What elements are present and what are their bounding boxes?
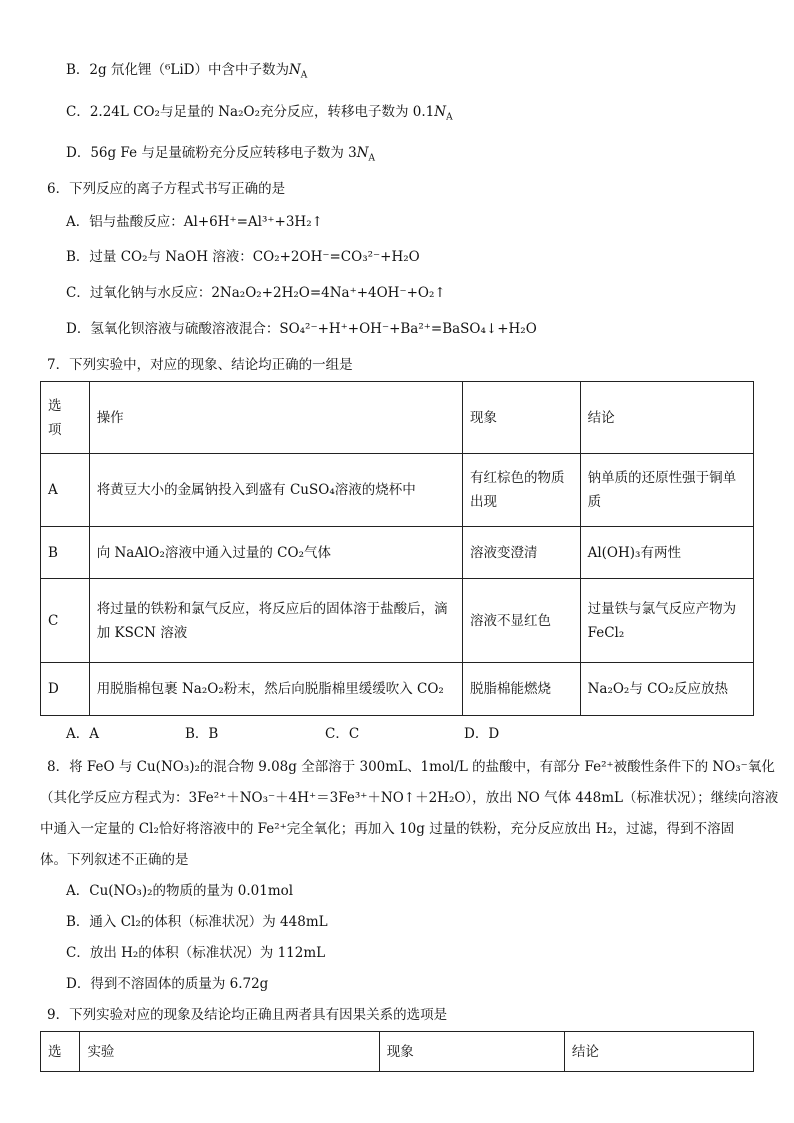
q7-header-operation: 操作: [89, 382, 462, 454]
q9-header-experiment: 实验: [80, 1032, 379, 1072]
q8-stem-line2: （其化学反应方程式为：3Fe²⁺＋NO₃⁻＋4H⁺＝3Fe³⁺＋NO↑＋2H₂O），放出 NO 气体 448mL（标准状况）；继续向溶液: [40, 790, 779, 806]
q7-header-conclusion: 结论: [580, 382, 753, 454]
q8-stem-line4: 体。下列叙述不正确的是: [40, 852, 189, 868]
q7-row-c-operation: 将过量的铁粉和氯气反应，将反应后的固体溶于盐酸后，滴加 KSCN 溶液: [89, 579, 462, 663]
q5-c-na: N: [434, 104, 447, 120]
q8-stem-line3: 中通入一定量的 Cl₂恰好将溶液中的 Fe²⁺完全氧化；再加入 10g 过量的铁粉，充分反应放出 H₂，过滤，得到不溶固: [40, 821, 735, 837]
q7-row-b-conclusion: Al(OH)₃有两性: [580, 527, 753, 579]
q7-row-b-phenomenon: 溶液变澄清: [462, 527, 580, 579]
q9-table: [40, 1031, 754, 1072]
q7-row-b: [41, 527, 754, 579]
q9-header-row: [41, 1032, 754, 1072]
q6-option-c: C．过氧化钠与水反应：2Na₂O₂+2H₂O=4Na⁺+4OH⁻+O₂↑: [66, 285, 446, 301]
q8-stem-line1: 8．将 FeO 与 Cu(NO₃)₂的混合物 9.08g 全部溶于 300mL、1mol/L 的盐酸中，有部分 Fe²⁺被酸性条件下的 NO₃⁻氧化: [47, 759, 775, 775]
q5-option-d: D．56g Fe 与足量硫粉充分反应转移电子数为 $3N_A$: [66, 145, 376, 164]
q5-option-b: B．2g 氘化锂（⁶LiD）中含中子数为$N_A$: [66, 62, 308, 81]
q7-choice-b: B．B: [185, 726, 219, 742]
q7-header-row: [41, 382, 754, 454]
q6-option-b: B．过量 CO₂与 NaOH 溶液：CO₂+2OH⁻=CO₃²⁻+H₂O: [66, 249, 420, 265]
q9-stem: 9．下列实验对应的现象及结论均正确且两者具有因果关系的选项是: [47, 1007, 448, 1023]
q7-row-d-option: D: [41, 663, 90, 716]
q6-stem: 6．下列反应的离子方程式书写正确的是: [47, 181, 286, 197]
q7-row-a-option: A: [41, 454, 90, 527]
q8-option-a: A．Cu(NO₃)₂的物质的量为 0.01mol: [66, 883, 294, 899]
q7-row-a-operation: 将黄豆大小的金属钠投入到盛有 CuSO₄溶液的烧杯中: [89, 454, 462, 527]
q7-choice-a: A．A: [66, 726, 99, 742]
q8-option-b: B．通入 Cl₂的体积（标准状况）为 448mL: [66, 914, 328, 930]
q7-row-d: [41, 663, 754, 716]
q7-row-a-phenomenon: 有红棕色的物质出现: [462, 454, 580, 527]
q7-row-b-operation: 向 NaAlO₂溶液中通入过量的 CO₂气体: [89, 527, 462, 579]
q5-b-na-sub: A: [300, 70, 308, 81]
q7-row-d-operation: 用脱脂棉包裹 Na₂O₂粉末，然后向脱脂棉里缓缓吹入 CO₂: [89, 663, 462, 716]
q8-option-d: D．得到不溶固体的质量为 6.72g: [66, 976, 269, 992]
q7-row-a: [41, 454, 754, 527]
q5-d-na: N: [356, 145, 369, 161]
q7-table: [40, 381, 754, 716]
q9-header-option: 选: [41, 1032, 80, 1072]
q7-row-c-phenomenon: 溶液不显红色: [462, 579, 580, 663]
q7-choice-c: C．C: [325, 726, 360, 742]
q7-row-d-phenomenon: 脱脂棉能燃烧: [462, 663, 580, 716]
q5-c-na-sub: A: [446, 112, 453, 123]
q7-header-phenomenon: 现象: [462, 382, 580, 454]
q8-option-c: C．放出 H₂的体积（标准状况）为 112mL: [66, 945, 326, 961]
q5-b-na: N: [288, 62, 301, 78]
q7-row-c: [41, 579, 754, 663]
q5-d-na-sub: A: [368, 153, 376, 164]
q7-row-c-option: C: [41, 579, 90, 663]
q6-option-a: A．铝与盐酸反应：Al+6H⁺=Al³⁺+3H₂↑: [66, 214, 323, 230]
q7-row-a-conclusion: 钠单质的还原性强于铜单质: [580, 454, 753, 527]
q9-header-phenomenon: 现象: [379, 1032, 564, 1072]
q9-header-conclusion: 结论: [564, 1032, 753, 1072]
q7-stem: 7．下列实验中，对应的现象、结论均正确的一组是: [47, 357, 353, 373]
q7-row-b-option: B: [41, 527, 90, 579]
q7-row-d-conclusion: Na₂O₂与 CO₂反应放热: [580, 663, 753, 716]
q7-header-option: 选项: [41, 382, 90, 454]
q6-option-d: D．氢氧化钡溶液与硫酸溶液混合：SO₄²⁻+H⁺+OH⁻+Ba²⁺=BaSO₄↓+H₂O: [66, 321, 537, 337]
q5-option-c: C．2.24L CO₂与足量的 Na₂O₂充分反应，转移电子数为 $0.1N_A$: [66, 104, 453, 123]
q7-row-c-conclusion: 过量铁与氯气反应产物为 FeCl₂: [580, 579, 753, 663]
q7-choice-d: D．D: [464, 726, 500, 742]
